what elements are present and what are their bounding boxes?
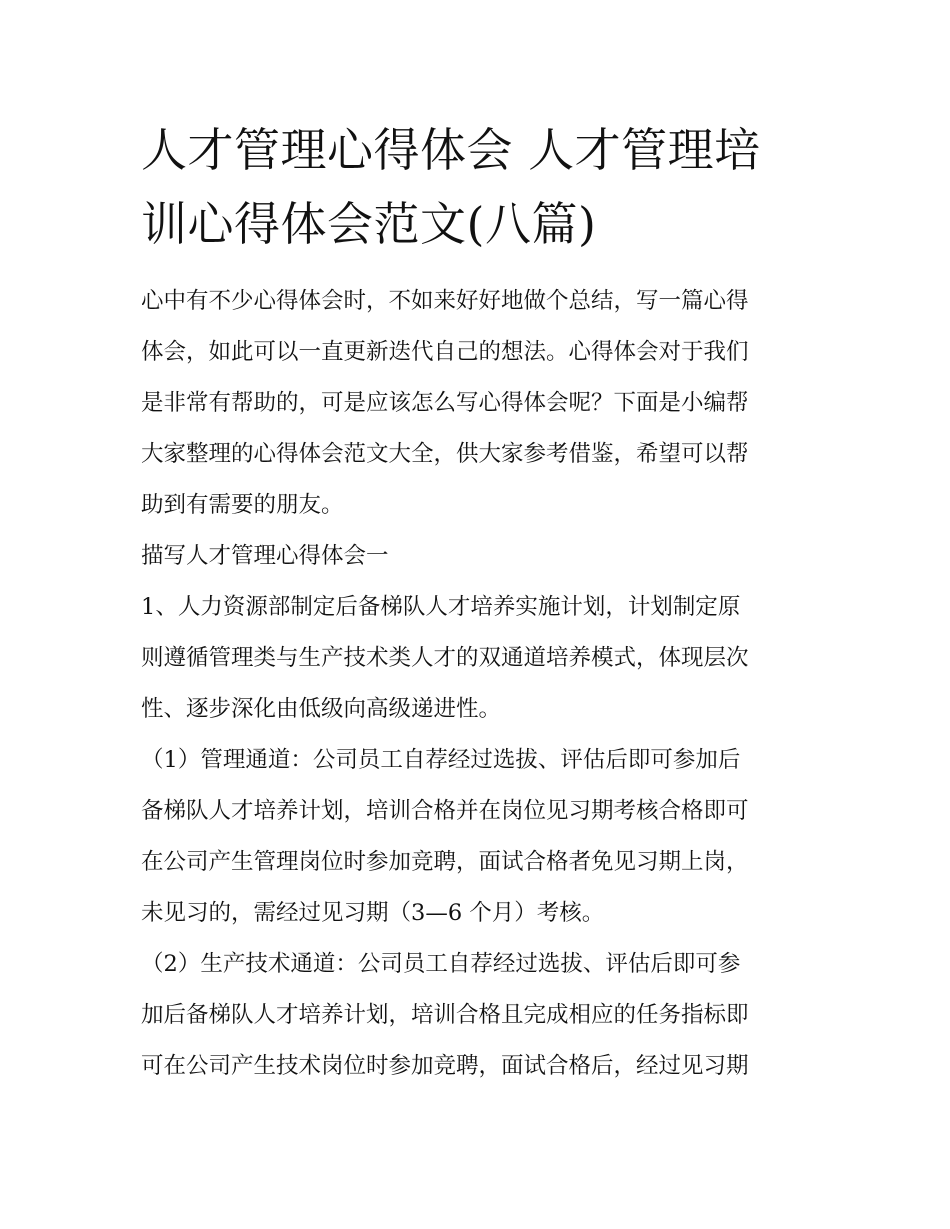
body-line: 体会，如此可以一直更新迭代自己的想法。心得体会对于我们 (141, 339, 749, 365)
body-line: 则遵循管理类与生产技术类人才的双通道培养模式，体现层次 (141, 645, 749, 671)
body-line: 备梯队人才培养计划，培训合格并在岗位见习期考核合格即可 (141, 798, 749, 824)
section-heading: 描写人才管理心得体会一 (141, 543, 389, 569)
body-line: （1）管理通道：公司员工自荐经过选拔、评估后即可参加后 (141, 747, 741, 773)
document-body (141, 282, 821, 1098)
body-line: 可在公司产生技术岗位时参加竞聘，面试合格后，经过见习期 (141, 1053, 749, 1079)
body-line: 大家整理的心得体会范文大全，供大家参考借鉴，希望可以帮 (141, 441, 749, 467)
title-line: 人才管理心得体会 人才管理培 (141, 123, 761, 177)
body-line: 1、人力资源部制定后备梯队人才培养实施计划，计划制定原 (141, 594, 741, 620)
body-line: 性、逐步深化由低级向高级递进性。 (141, 696, 502, 722)
body-line: 心中有不少心得体会时，不如来好好地做个总结，写一篇心得 (141, 288, 749, 314)
body-line: （2）生产技术通道：公司员工自荐经过选拔、评估后即可参 (141, 951, 741, 977)
body-line: 未见习的，需经过见习期（3—6 个月）考核。 (141, 900, 605, 926)
body-line: 助到有需要的朋友。 (141, 492, 344, 518)
body-line: 在公司产生管理岗位时参加竞聘，面试合格者免见习期上岗， (141, 849, 749, 875)
document-title (141, 113, 821, 261)
body-line: 是非常有帮助的，可是应该怎么写心得体会呢？下面是小编帮 (141, 390, 749, 416)
body-line: 加后备梯队人才培养计划，培训合格且完成相应的任务指标即 (141, 1002, 749, 1028)
title-line: 训心得体会范文(八篇) (141, 197, 597, 251)
